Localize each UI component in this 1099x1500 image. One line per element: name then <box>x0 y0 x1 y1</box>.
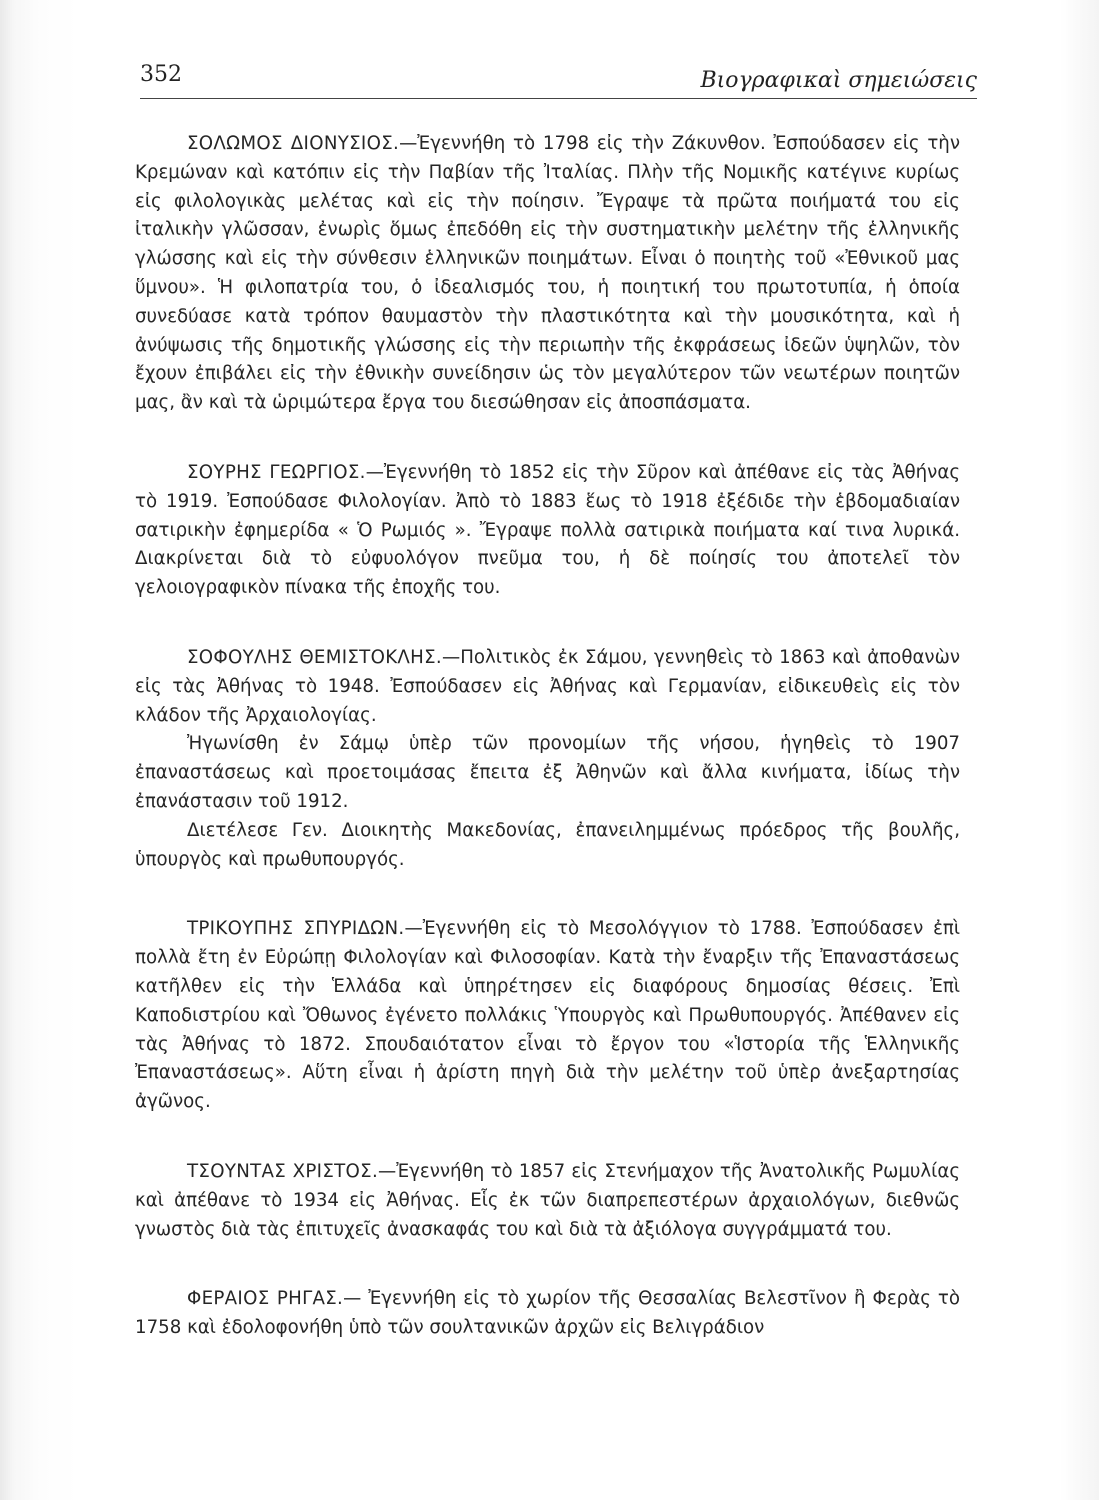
entry-paragraph <box>135 1285 960 1343</box>
entry-tsountas <box>135 1158 960 1244</box>
entry-name: ΣΟΦΟΥΛΗΣ ΘΕΜΙΣΤΟΚΛΗΣ. <box>187 646 443 668</box>
entry-paragraph <box>135 915 960 1117</box>
entry-name: ΤΡΙΚΟΥΠΗΣ ΣΠΥΡΙΔΩΝ. <box>187 918 405 940</box>
entry-paragraph <box>135 459 960 603</box>
entry-paragraph <box>135 1158 960 1244</box>
entry-paragraph: Διετέλεσε Γεν. Διοικητὴς Μακεδονίας, ἐπανειλημμένως πρόεδρος τῆς βουλῆς, ὑπουργὸς καὶ πρωθυπουργός. <box>135 819 960 870</box>
entry-name: ΦΕΡΑΙΟΣ ΡΗΓΑΣ. <box>187 1288 344 1310</box>
page-number: 352 <box>140 62 182 87</box>
running-head: Βιογραφικαὶ σημειώσεις <box>700 68 977 93</box>
entry-paragraph <box>135 644 960 730</box>
entry-trikoupis <box>135 915 960 1117</box>
entry-text: —Πολιτικὸς ἐκ Σάμου, γεννηθεὶς τὸ 1863 καὶ ἀποθανὼν εἰς τὰς Ἀθήνας τὸ 1948. Ἐσπούδασεν εἰς Ἀθήνας καὶ Γερμανίαν, εἰδικευθεὶς εἰς τὸν κλάδον τῆς Ἀρχαιολογίας. <box>135 646 960 726</box>
entry-text: —Ἐγεννήθη τὸ 1857 εἰς Στενήμαχον τῆς Ἀνατολικῆς Ρωμυλίας καὶ ἀπέθανε τὸ 1934 εἰς Ἀθήνας. Εἷς ἐκ τῶν διαπρεπεστέρων ἀρχαιολόγων, διεθνῶς γνωστὸς διὰ τὰς ἐπιτυχεῖς ἀνασκαφάς του καὶ διὰ τὰ ἀξιόλογα συγγράμματά του. <box>135 1160 960 1240</box>
entry-name: ΣΟΛΩΜΟΣ ΔΙΟΝΥΣΙΟΣ. <box>187 133 400 154</box>
entry-text: —Ἐγεννήθη τὸ 1798 εἰς τὴν Ζάκυνθον. Ἐσπούδασεν εἰς τὴν Κρεμώναν καὶ κατόπιν εἰς τὴν Παβίαν τῆς Ἰταλίας. Πλὴν τῆς Νομικῆς κατέγινε κυρίως εἰς φιλολογικὰς μελέτας καὶ εἰς τὴν ποίησιν. Ἔγραψε τὰ πρῶτα ποιήματά του εἰς ἰταλικὴν γλῶσσαν, ἐνωρὶς ὅμως ἐπεδόθη εἰς τὴν συστηματικὴν μελέτην τῆς ἑλληνικῆς γλώσσης καὶ εἰς τὴν σύνθεσιν ἑλληνικῶν ποιημάτων. Εἶναι ὁ ποιητὴς τοῦ «Ἐθνικοῦ μας ὕμνου». Ἡ φιλοπατρία του, ὁ ἰδεαλισμός του, ἡ ποιητική του πρωτοτυπία, ἡ ὁποία συνεδύασε κατὰ τρόπον θαυμαστὸν τὴν πλαστικότητα καὶ τὴν μουσικότητα, καὶ ἡ ἀνύψωσις τῆς δημοτικῆς γλώσσης εἰς τὴν περιωπὴν τῆς ἐκφράσεως ἰδεῶν ὑψηλῶν, τὸν ἔχουν ἐπιβάλει εἰς τὴν ἐθνικὴν συνείδησιν ὡς τὸν μεγαλύτερον τῶν νεωτέρων ποιητῶν μας, ἂν καὶ τὰ ὡριμώτερα ἔργα του διεσώθησαν εἰς ἀποσπάσματα. <box>135 133 960 414</box>
entry-sofoulis <box>135 644 960 874</box>
entry-text: —Ἐγεννήθη εἰς τὸ Μεσολόγγιον τὸ 1788. Ἐσπούδασεν ἐπὶ πολλὰ ἔτη ἐν Εὐρώπῃ Φιλολογίαν καὶ Φιλοσοφίαν. Κατὰ τὴν ἔναρξιν τῆς Ἐπαναστάσεως κατῆλθεν εἰς τὴν Ἑλλάδα καὶ ὑπηρέτησεν εἰς διαφόρους δημοσίας θέσεις. Ἐπὶ Καποδιστρίου καὶ Ὄθωνος ἐγένετο πολλάκις Ὑπουργὸς καὶ Πρωθυπουργός. Ἀπέθανεν εἰς τὰς Ἀθήνας τὸ 1872. Σπουδαιότατον εἶναι τὸ ἔργον του «Ἱστορία τῆς Ἑλληνικῆς Ἐπαναστάσεως». Αὕτη εἶναι ἡ ἀρίστη πηγὴ διὰ τὴν μελέτην τοῦ ὑπὲρ ἀνεξαρτησίας ἀγῶνος. <box>135 918 960 1113</box>
entry-name: ΤΣΟΥΝΤΑΣ ΧΡΙΣΤΟΣ. <box>187 1160 379 1182</box>
page-body <box>135 130 960 1384</box>
entry-souris <box>135 459 960 603</box>
entry-name: ΣΟΥΡΗΣ ΓΕΩΡΓΙΟΣ. <box>187 461 366 483</box>
entry-paragraph <box>135 130 960 418</box>
entry-paragraph: Ἠγωνίσθη ἐν Σάμῳ ὑπὲρ τῶν προνομίων τῆς νήσου, ἡγηθεὶς τὸ 1907 ἐπαναστάσεως καὶ προετοιμάσας ἔπειτα ἐξ Ἀθηνῶν καὶ ἄλλα κινήματα, ἰδίως τὴν ἐπανάστασιν τοῦ 1912. <box>135 733 960 812</box>
entry-text: — Ἐγεννήθη εἰς τὸ χωρίον τῆς Θεσσαλίας Βελεστῖνον ἢ Φερὰς τὸ 1758 καὶ ἐδολοφονήθη ὑπὸ τῶν σουλτανικῶν ἀρχῶν εἰς Βελιγράδιον <box>135 1288 960 1339</box>
entry-feraios <box>135 1285 960 1343</box>
page-header <box>140 58 977 99</box>
entry-text: —Ἐγεννήθη τὸ 1852 εἰς τὴν Σῦρον καὶ ἀπέθανε εἰς τὰς Ἀθήνας τὸ 1919. Ἐσπούδασε Φιλολογίαν. Ἀπὸ τὸ 1883 ἕως τὸ 1918 ἐξέδιδε τὴν ἑβδομαδιαίαν σατιρικὴν ἐφημερίδα « Ὁ Ρωμιός ». Ἔγραψε πολλὰ σατιρικὰ ποιήματα καί τινα λυρικά. Διακρίνεται διὰ τὸ εὐφυολόγον πνεῦμα του, ἡ δὲ ποίησίς του ἀποτελεῖ τὸν γελοιογραφικὸν πίνακα τῆς ἐποχῆς του. <box>135 461 960 599</box>
entry-solomos <box>135 130 960 418</box>
